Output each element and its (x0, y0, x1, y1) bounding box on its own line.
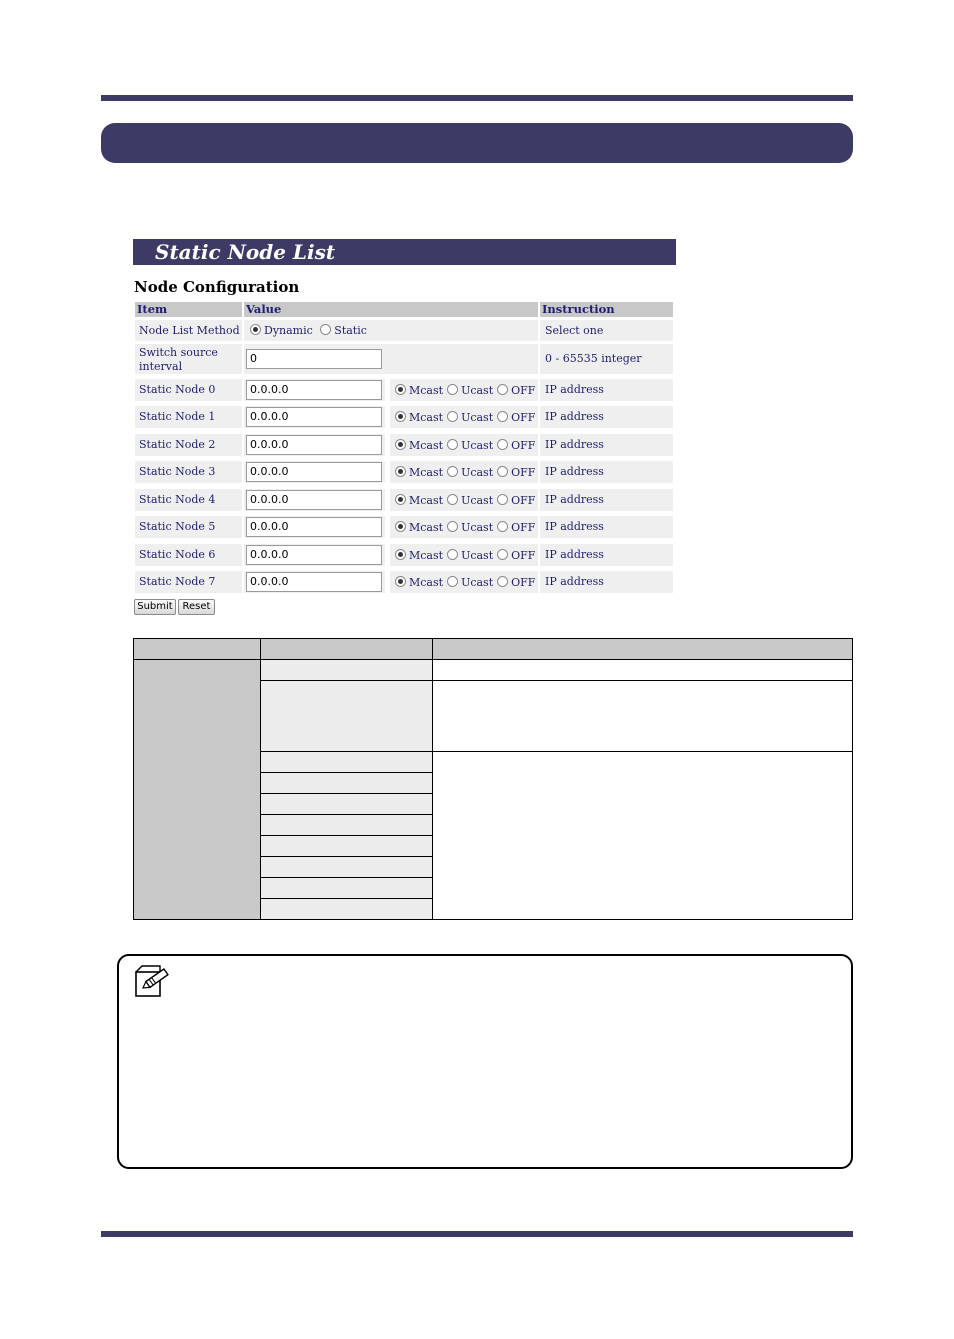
radio-mcast-label: Mcast (409, 576, 444, 589)
top-rule (101, 95, 853, 101)
radio-ucast-label: Ucast (461, 439, 494, 452)
radio-ucast-label: Ucast (461, 521, 494, 534)
node-list-method-instruction: Select one (540, 320, 673, 341)
static-node-ip-input[interactable]: 0.0.0.0 (246, 435, 382, 455)
static-node-instruction: IP address (540, 571, 673, 593)
radio-mcast[interactable] (395, 384, 406, 395)
radio-mcast[interactable] (395, 439, 406, 450)
static-node-cast-cell (390, 434, 538, 456)
switch-interval-label (135, 344, 242, 374)
static-node-ip-input[interactable]: 0.0.0.0 (246, 462, 382, 482)
static-node-instruction: IP address (540, 406, 673, 428)
table-grid-line (133, 638, 853, 639)
node-list-method-label: Node List Method (135, 320, 242, 341)
reset-button[interactable]: Reset (178, 599, 215, 615)
memo-pencil-icon (134, 964, 174, 1000)
desc-table-header (134, 638, 852, 659)
radio-off[interactable] (497, 466, 508, 477)
radio-dynamic[interactable] (250, 324, 261, 335)
radio-mcast[interactable] (395, 411, 406, 422)
radio-ucast[interactable] (447, 411, 458, 422)
note-box (117, 954, 853, 1169)
static-node-label: Static Node 0 (135, 379, 242, 401)
radio-ucast-label: Ucast (461, 466, 494, 479)
radio-mcast[interactable] (395, 494, 406, 505)
static-node-cast-cell (390, 544, 538, 566)
static-node-cast-cell (390, 461, 538, 483)
radio-mcast-label: Mcast (409, 549, 444, 562)
static-node-instruction: IP address (540, 544, 673, 566)
radio-off[interactable] (497, 549, 508, 560)
radio-ucast[interactable] (447, 439, 458, 450)
static-node-ip-input[interactable]: 0.0.0.0 (246, 545, 382, 565)
radio-ucast[interactable] (447, 494, 458, 505)
table-grid-line (260, 835, 433, 836)
section-title: Node Configuration (134, 278, 300, 296)
static-node-label: Static Node 1 (135, 406, 242, 428)
static-node-cast-cell (390, 489, 538, 511)
table-grid-line (260, 680, 853, 681)
radio-mcast-label: Mcast (409, 384, 444, 397)
header-value: Value (244, 302, 538, 317)
table-grid-line (133, 919, 853, 920)
radio-mcast-label: Mcast (409, 439, 444, 452)
radio-mcast[interactable] (395, 521, 406, 532)
radio-mcast-label: Mcast (409, 521, 444, 534)
static-node-ip-input[interactable]: 0.0.0.0 (246, 572, 382, 592)
static-node-label: Static Node 5 (135, 516, 242, 538)
static-node-instruction: IP address (540, 434, 673, 456)
static-node-label: Static Node 4 (135, 489, 242, 511)
static-node-label: Static Node 7 (135, 571, 242, 593)
submit-button[interactable]: Submit (134, 599, 176, 615)
radio-off[interactable] (497, 576, 508, 587)
static-node-instruction: IP address (540, 516, 673, 538)
radio-off-label: OFF (511, 549, 536, 562)
switch-interval-label-line1: Switch source (139, 346, 218, 359)
table-grid-line (260, 856, 433, 857)
switch-interval-input[interactable]: 0 (246, 349, 382, 369)
radio-off-label: OFF (511, 439, 536, 452)
switch-interval-instruction: 0 - 65535 integer (540, 344, 673, 374)
radio-ucast[interactable] (447, 384, 458, 395)
static-node-cast-cell (390, 406, 538, 428)
static-node-label: Static Node 3 (135, 461, 242, 483)
static-node-instruction: IP address (540, 461, 673, 483)
table-grid-line (260, 898, 433, 899)
radio-ucast-label: Ucast (461, 576, 494, 589)
radio-static[interactable] (320, 324, 331, 335)
radio-ucast[interactable] (447, 521, 458, 532)
static-node-cast-cell (390, 379, 538, 401)
radio-mcast-label: Mcast (409, 466, 444, 479)
radio-off[interactable] (497, 521, 508, 532)
table-grid-line (260, 814, 433, 815)
static-node-label: Static Node 6 (135, 544, 242, 566)
node-list-method-value (244, 320, 538, 341)
static-node-ip-input[interactable]: 0.0.0.0 (246, 407, 382, 427)
radio-off-label: OFF (511, 384, 536, 397)
radio-off-label: OFF (511, 411, 536, 424)
radio-mcast-label: Mcast (409, 411, 444, 424)
bottom-rule (101, 1231, 853, 1237)
table-grid-line (260, 772, 433, 773)
radio-off-label: OFF (511, 576, 536, 589)
screen-title: Static Node List (155, 240, 336, 264)
static-node-instruction: IP address (540, 379, 673, 401)
screen-title-banner (133, 239, 676, 265)
static-node-label: Static Node 2 (135, 434, 242, 456)
table-grid-line (260, 877, 433, 878)
static-node-ip-input[interactable]: 0.0.0.0 (246, 517, 382, 537)
switch-interval-label-line2: interval (139, 360, 183, 373)
desc-table-sub-column (260, 659, 432, 919)
radio-mcast[interactable] (395, 576, 406, 587)
radio-dynamic-label: Dynamic (264, 324, 313, 337)
radio-off-label: OFF (511, 494, 536, 507)
static-node-instruction: IP address (540, 489, 673, 511)
radio-off[interactable] (497, 439, 508, 450)
radio-ucast-label: Ucast (461, 494, 494, 507)
header-item: Item (135, 302, 242, 317)
radio-mcast[interactable] (395, 466, 406, 477)
radio-ucast-label: Ucast (461, 549, 494, 562)
radio-off-label: OFF (511, 521, 536, 534)
static-node-cast-cell (390, 516, 538, 538)
static-node-ip-input[interactable]: 0.0.0.0 (246, 490, 382, 510)
table-grid-line (133, 638, 134, 920)
desc-table-item-column (134, 659, 260, 919)
radio-off[interactable] (497, 494, 508, 505)
radio-ucast[interactable] (447, 549, 458, 560)
table-grid-line (260, 793, 433, 794)
radio-ucast-label: Ucast (461, 411, 494, 424)
table-grid-line (133, 659, 853, 660)
chapter-header-band (101, 123, 853, 163)
radio-ucast[interactable] (447, 466, 458, 477)
header-instruction: Instruction (540, 302, 673, 317)
table-grid-line (260, 751, 853, 752)
radio-mcast-label: Mcast (409, 494, 444, 507)
static-node-cast-cell (390, 571, 538, 593)
radio-off[interactable] (497, 411, 508, 422)
radio-ucast-label: Ucast (461, 384, 494, 397)
radio-off-label: OFF (511, 466, 536, 479)
static-node-ip-input[interactable]: 0.0.0.0 (246, 380, 382, 400)
radio-static-label: Static (334, 324, 367, 337)
radio-ucast[interactable] (447, 576, 458, 587)
radio-off[interactable] (497, 384, 508, 395)
radio-mcast[interactable] (395, 549, 406, 560)
